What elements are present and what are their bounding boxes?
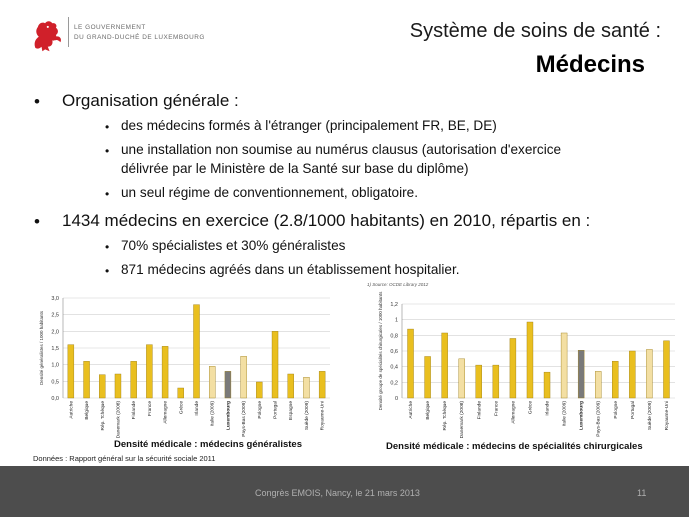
chart-caption-surgical: Densité médicale : médecins de spécialités chirurgicales xyxy=(386,441,643,452)
x-tick-label: Portugal xyxy=(273,401,279,419)
bar-espagne xyxy=(288,374,294,398)
y-tick-label: 2,0 xyxy=(51,329,59,336)
bar-pays-bas-2009- xyxy=(595,371,601,398)
y-tick-label: 1,2 xyxy=(390,302,398,308)
y-tick-label: 2,5 xyxy=(51,312,59,319)
y-tick-label: 0,4 xyxy=(390,364,398,371)
bar-allemagne xyxy=(162,346,168,398)
chart-caption-generalists: Densité médicale : médecins généralistes xyxy=(114,439,302,450)
x-tick-label: Royaume-Uni xyxy=(320,401,326,431)
bar-italie-2009- xyxy=(561,333,567,398)
slide-subtitle: Médecins xyxy=(535,51,645,78)
x-tick-label: Suède (2009) xyxy=(304,401,310,431)
government-name-line2: DU GRAND-DUCHÉ DE LUXEMBOURG xyxy=(74,34,205,41)
sub-bullet-dot: • xyxy=(105,187,110,201)
sub-bullet-split: 70% spécialistes et 30% généralistes xyxy=(121,238,346,253)
x-tick-label: Belgique xyxy=(426,401,432,420)
chart-surgical-specialists xyxy=(365,290,680,440)
sub-bullet-dot: • xyxy=(105,240,110,254)
x-tick-label: Belgique xyxy=(85,401,91,420)
bullet-organisation: Organisation générale : xyxy=(62,91,239,110)
data-source-note: Données : Rapport général sur la sécurité sociale 2011 xyxy=(33,454,216,463)
bar-r-p-tch-que xyxy=(99,375,105,398)
x-tick-label: France xyxy=(494,401,500,416)
bar-finlande xyxy=(476,365,482,398)
bar-irlande xyxy=(194,305,200,398)
x-tick-label: Italie (2009) xyxy=(562,401,568,427)
sub-bullet-foreign-training: des médecins formés à l'étranger (principalement FR, BE, DE) xyxy=(121,118,497,133)
bullet-dot: • xyxy=(34,92,40,111)
bar-luxembourg xyxy=(225,371,231,398)
bar-allemagne xyxy=(510,338,516,398)
page-number: 11 xyxy=(637,488,647,498)
slide-title: Système de soins de santé : xyxy=(409,20,661,42)
sub-bullet-installation-cont: délivrée par le Ministère de la Santé sur base du diplôme) xyxy=(121,161,469,176)
sub-bullet-installation: une installation non soumise au numérus clausus (autorisation d'exercice xyxy=(121,142,562,157)
bar-finlande xyxy=(131,361,137,398)
x-tick-label: Irlande xyxy=(195,401,200,416)
bar-france xyxy=(493,365,499,398)
bar-r-p-tch-que xyxy=(442,333,448,398)
y-tick-label: 0,2 xyxy=(390,380,398,387)
y-tick-label: 1,5 xyxy=(51,346,59,352)
bar-belgique xyxy=(84,361,90,398)
bar-royaume-uni xyxy=(319,371,325,398)
x-tick-label: Pays-Bas (2009) xyxy=(596,401,602,437)
y-tick-label: 1,0 xyxy=(51,362,59,369)
x-tick-label: Autriche xyxy=(69,401,75,419)
bar-gr-ce xyxy=(178,388,184,398)
x-tick-label: Finlande xyxy=(132,401,138,420)
x-tick-label: Portugal xyxy=(630,401,636,419)
luxembourg-lion-logo xyxy=(28,17,64,53)
bullet-doctors-count: 1434 médecins en exercice (2.8/1000 habitants) en 2010, répartis en : xyxy=(62,211,591,230)
bar-pologne xyxy=(256,382,262,398)
chart-generalists xyxy=(30,290,335,440)
y-tick-label: 0,6 xyxy=(390,349,398,355)
x-tick-label: Luxembourg xyxy=(226,401,232,431)
y-tick-label: 0,8 xyxy=(390,333,398,340)
bar-su-de-2009- xyxy=(303,377,309,398)
bar-pologne xyxy=(612,361,618,398)
bar-pays-bas-2009- xyxy=(241,356,247,398)
bar-autriche xyxy=(408,329,414,398)
bar-gr-ce xyxy=(527,322,533,398)
bar-irlande xyxy=(544,372,550,398)
x-tick-label: Autriche xyxy=(409,401,415,419)
bar-luxembourg xyxy=(578,350,584,398)
x-tick-label: Danemark (2008) xyxy=(460,401,466,439)
bar-italie-2009- xyxy=(209,366,215,398)
bar-autriche xyxy=(68,345,74,398)
y-tick-label: 0,0 xyxy=(51,396,59,402)
bar-danemark-2008- xyxy=(115,374,121,398)
x-tick-label: Royaume-Uni xyxy=(664,401,670,431)
y-tick-label: 0,5 xyxy=(51,379,59,386)
sub-bullet-regime: un seul régime de conventionnement, obligatoire. xyxy=(121,185,418,200)
bar-portugal xyxy=(629,351,635,398)
bar-su-de-2009- xyxy=(646,349,652,398)
x-tick-label: Pologne xyxy=(613,401,619,419)
x-tick-label: Espagne xyxy=(289,401,295,420)
footer-text: Congrès EMOIS, Nancy, le 21 mars 2013 xyxy=(255,488,420,498)
x-tick-label: Grèce xyxy=(528,401,534,415)
bar-france xyxy=(146,345,152,398)
chart-source-note: 1) Source: OCDE Library 2012 xyxy=(367,282,429,287)
x-tick-label: Rép. Tchèque xyxy=(100,401,106,431)
sub-bullet-hospital: 871 médecins agréés dans un établissement hospitalier. xyxy=(121,262,460,277)
x-tick-label: Luxembourg xyxy=(579,401,585,431)
y-axis-label: Densité généralistes / 1000 habitants xyxy=(39,310,44,386)
bar-danemark-2008- xyxy=(459,359,465,398)
y-tick-label: 3,0 xyxy=(51,296,59,302)
x-tick-label: Irlande xyxy=(545,401,551,416)
x-tick-label: France xyxy=(147,401,153,416)
sub-bullet-dot: • xyxy=(105,120,110,134)
x-tick-label: Italie (2009) xyxy=(210,401,216,427)
x-tick-label: Suède (2009) xyxy=(647,401,653,431)
x-tick-label: Pologne xyxy=(257,401,263,419)
sub-bullet-dot: • xyxy=(105,264,110,278)
x-tick-label: Allemagne xyxy=(163,401,169,424)
sub-bullet-dot: • xyxy=(105,144,110,158)
x-tick-label: Finlande xyxy=(477,401,483,420)
x-tick-label: Rép. Tchèque xyxy=(443,401,449,431)
bullet-dot: • xyxy=(34,212,40,231)
y-tick-label: 1 xyxy=(394,317,398,324)
x-tick-label: Allemagne xyxy=(511,401,517,424)
logo-divider xyxy=(68,17,69,47)
bar-royaume-uni xyxy=(663,341,669,398)
bar-belgique xyxy=(425,356,431,398)
x-tick-label: Grèce xyxy=(179,401,185,415)
government-name: LE GOUVERNEMENT xyxy=(74,24,146,31)
x-tick-label: Danemark (2008) xyxy=(116,401,122,439)
y-axis-label: Densité groupe de spécialités chirurgicales / 1000 habitants xyxy=(378,291,383,411)
x-tick-label: Pays-Bas (2009) xyxy=(242,401,248,437)
y-tick-label: 0 xyxy=(394,396,398,402)
bar-portugal xyxy=(272,331,278,398)
